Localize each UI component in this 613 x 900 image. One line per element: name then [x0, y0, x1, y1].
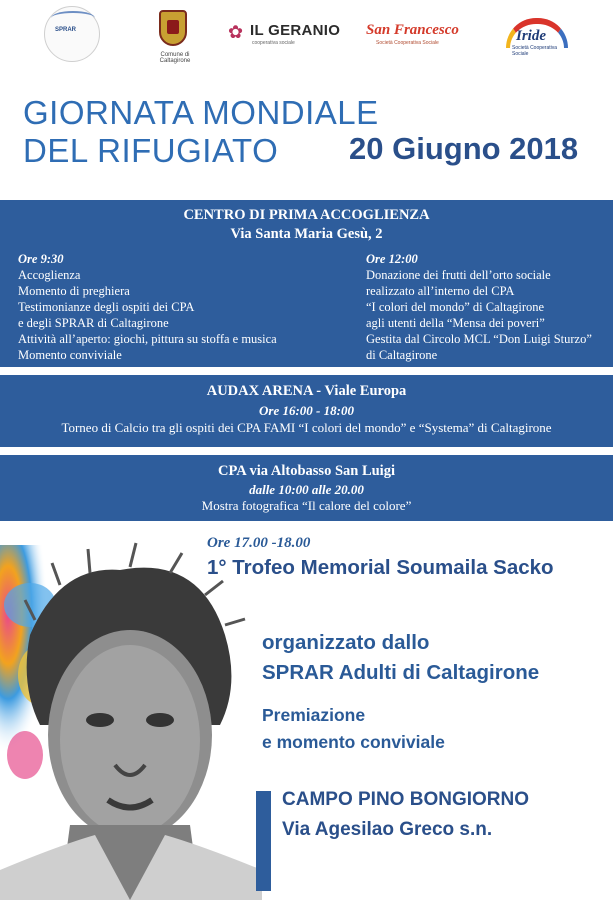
program-item: Momento conviviale [18, 348, 122, 362]
program-item: realizzato all’interno del CPA [366, 284, 515, 298]
comune-caption: Comune di Caltagirone [159, 52, 191, 64]
sprar-logo-text: SPRAR [55, 27, 77, 33]
portrait-drawing [0, 525, 262, 900]
venue-accent-bar [256, 791, 271, 891]
program-item: Accoglienza [18, 268, 81, 282]
organizer-line-1: organizzato dallo [262, 631, 430, 654]
memorial-title: 1° Trofeo Memorial Soumaila Sacko [207, 556, 554, 579]
san-francesco-logo [366, 22, 476, 48]
program-item: “I colori del mondo” di Caltagirone [366, 300, 545, 314]
program-item: Testimonianze degli ospiti dei CPA [18, 300, 195, 314]
portrait-image [0, 525, 262, 900]
morning-time: Ore 9:30 [18, 252, 64, 266]
section2-description: Torneo di Calcio tra gli ospiti dei CPA FAMI “I colori del mondo” e “Systema” di Caltagirone [61, 420, 552, 435]
comune-logo [145, 8, 205, 64]
section2-title: AUDAX ARENA - Viale Europa [206, 383, 407, 399]
venue-address: Via Agesilao Greco s.n. [282, 819, 493, 840]
section3-title: CPA via Altobasso San Luigi [217, 463, 395, 479]
memorial-time: Ore 17.00 -18.00 [207, 535, 311, 551]
organizer-line-2: SPRAR Adulti di Caltagirone [262, 661, 540, 684]
section2-time: Ore 16:00 - 18:00 [259, 403, 354, 418]
program-item: Donazione dei frutti dell’orto sociale [366, 268, 551, 282]
section3-description: Mostra fotografica “Il calore del colore” [201, 498, 412, 513]
geranio-name: IL GERANIO [250, 22, 341, 39]
sprar-logo [44, 6, 100, 62]
flower-icon: ✿ [228, 22, 244, 42]
iride-name: Iride [516, 28, 546, 44]
noon-time: Ore 12:00 [366, 252, 418, 266]
program-item: Attività all’aperto: giochi, pittura su stoffa e musica [18, 332, 277, 346]
section3-time: dalle 10:00 alle 20.00 [249, 482, 364, 497]
program-item: di Caltagirone [366, 348, 438, 362]
geranio-sub: cooperativa sociale [252, 40, 295, 46]
program-item: e degli SPRAR di Caltagirone [18, 316, 169, 330]
section-centro-accoglienza [0, 200, 613, 367]
san-francesco-sub: Società Cooperativa Sociale [376, 40, 439, 46]
logos-bar [0, 0, 613, 80]
prize-line-1: Premiazione [262, 705, 366, 725]
title-line-2: DEL RIFUGIATO [23, 132, 279, 169]
section-cpa-altobasso [0, 455, 613, 521]
venue-name: CAMPO PINO BONGIORNO [282, 789, 530, 810]
prize-line-2: e momento conviviale [262, 732, 445, 752]
program-item: Gestita dal Circolo MCL “Don Luigi Sturzo” [366, 332, 592, 346]
coat-of-arms-icon [159, 10, 187, 46]
san-francesco-name: San Francesco [366, 22, 459, 38]
noon-program [366, 251, 611, 363]
sprar-ring-icon [51, 11, 95, 25]
event-date: 20 Giugno 2018 [349, 131, 579, 166]
section1-address: Via Santa Maria Gesù, 2 [230, 226, 383, 242]
iride-sub: Società Cooperativa Sociale [512, 45, 558, 57]
morning-program [18, 251, 338, 363]
section1-title: CENTRO DI PRIMA ACCOGLIENZA [183, 207, 430, 223]
section-audax-arena [0, 375, 613, 447]
program-item: Momento di preghiera [18, 284, 130, 298]
title-line-1: GIORNATA MONDIALE [23, 94, 379, 131]
geranio-logo [228, 20, 341, 46]
program-item: agli utenti della “Mensa dei poveri” [366, 316, 545, 330]
iride-logo [502, 18, 572, 57]
